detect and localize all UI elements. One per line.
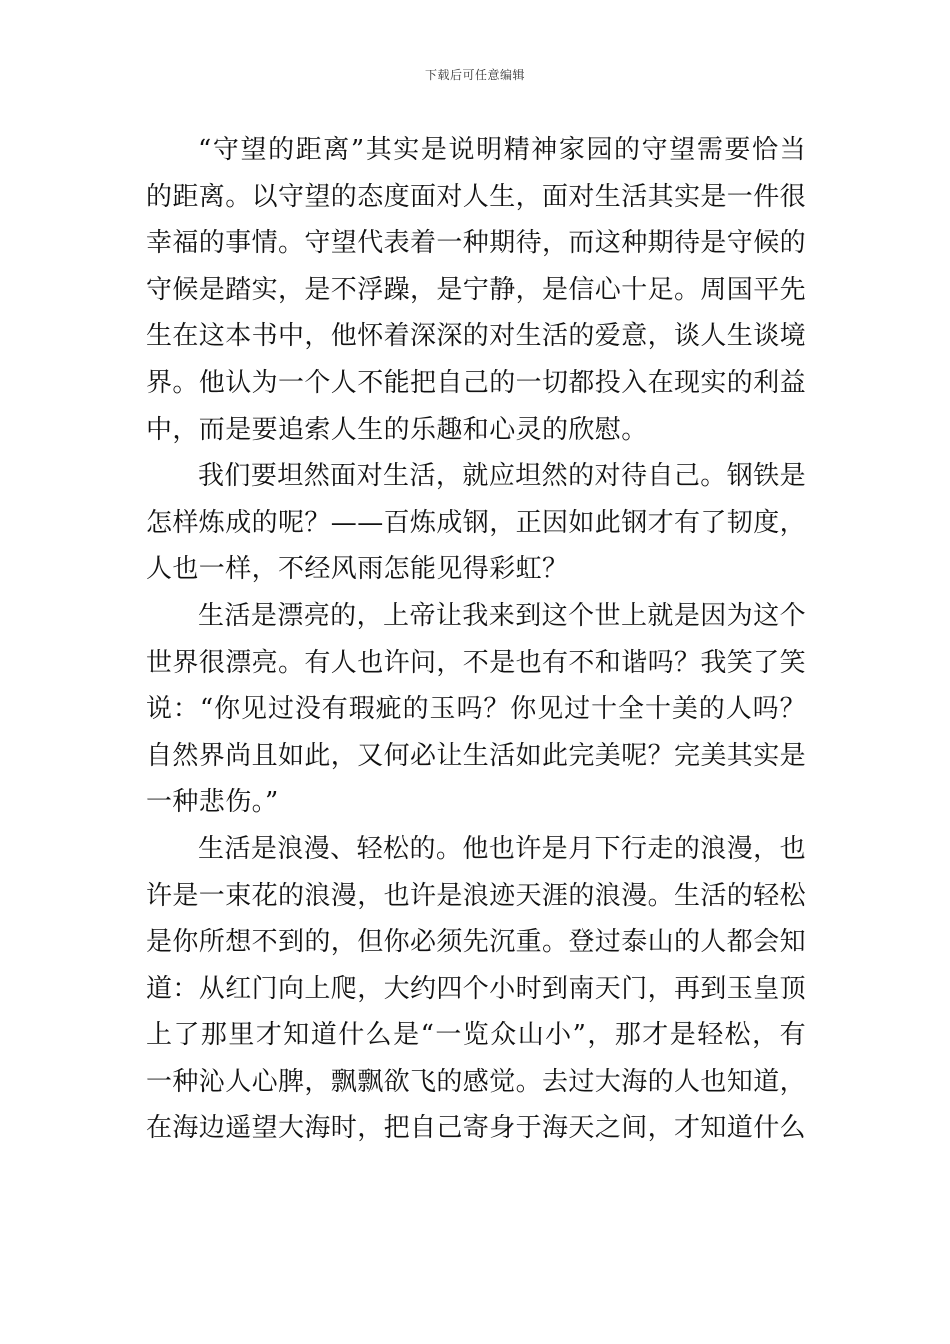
paragraph-1: “守望的距离”其实是说明精神家园的守望需要恰当的距离。以守望的态度面对人生，面对生活其实是一件很幸福的事情。守望代表着一种期待，而这种期待是守候的守候是踏实，是不浮躁，是宁静，是信心十足。周国平先生在这本书中，他怀着深深的对生活的爱意，谈人生谈境界。他认为一个人不能把自己的一切都投入在现实的利益中，而是要追索人生的乐趣和心灵的欣慰。: [146, 135, 807, 445]
body-text: [146, 127, 806, 1152]
paragraph-3: 生活是漂亮的，上帝让我来到这个世上就是因为这个世界很漂亮。有人也许问，不是也有不和谐吗？我笑了笑说：“你见过没有瑕疵的玉吗？你见过十全十美的人吗？自然界尚且如此，又何必让生活如此完美呢？完美其实是一种悲伤。”: [146, 600, 807, 818]
paragraph-4: 生活是浪漫、轻松的。他也许是月下行走的浪漫，也许是一束花的浪漫，也许是浪迹天涯的浪漫。生活的轻松是你所想不到的，但你必须先沉重。登过泰山的人都会知道：从红门向上爬，大约四个小时到南天门，再到玉皇顶上了那里才知道什么是“一览众山小”，那才是轻松，有一种沁人心脾，飘飘欲飞的感觉。去过大海的人也知道，在海边遥望大海时，把自己寄身于海天之间，才知道什么: [146, 833, 807, 1144]
page-header: 下载后可任意编辑: [424, 68, 525, 82]
paragraph-2: 我们要坦然面对生活，就应坦然的对待自己。钢铁是怎样炼成的呢？——百炼成钢，正因如此钢才有了韧度，人也一样，不经风雨怎能见得彩虹？: [146, 461, 807, 585]
